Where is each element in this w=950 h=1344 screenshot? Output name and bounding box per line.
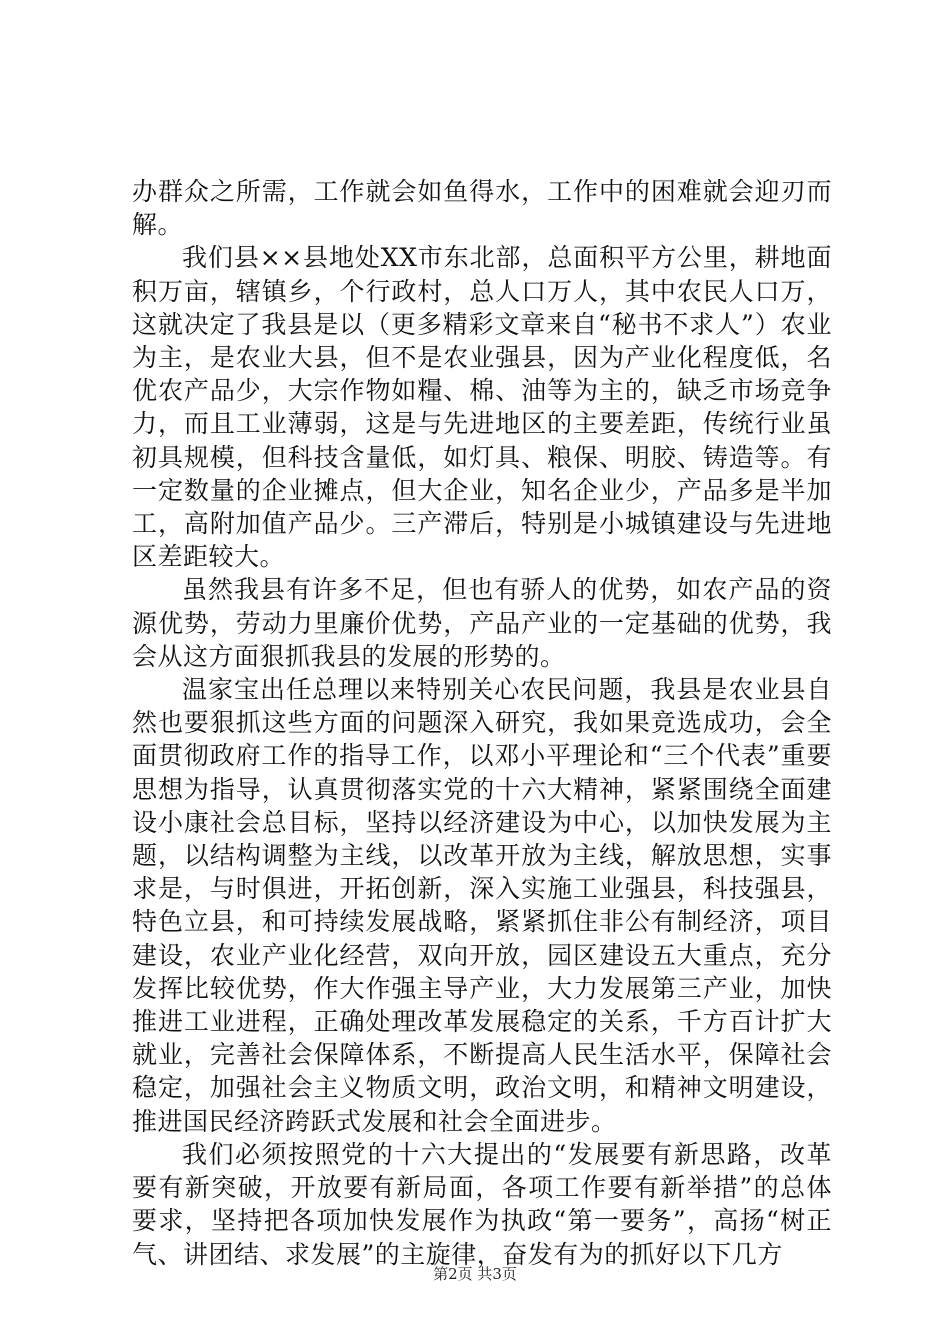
document-body xyxy=(132,175,832,1271)
page-number-footer: 第2页 共3页 xyxy=(433,1265,517,1283)
paragraph: 办群众之所需，工作就会如鱼得水，工作中的困难就会迎刃而解。 xyxy=(132,177,832,240)
paragraph: 我们必须按照党的十六大提出的“发展要有新思路，改革要有新突破，开放要有新局面，各项工作要有新举措”的总体要求，坚持把各项加快发展作为执政“第一要务”，高扬“树正气、讲团结、求发展”的主旋律，奋发有为的抓好以下几方 xyxy=(132,1139,832,1269)
paragraph: 虽然我县有许多不足，但也有骄人的优势，如农产品的资源优势，劳动力里廉价优势，产品产业的一定基础的优势，我会从这方面狠抓我县的发展的形势的。 xyxy=(132,575,832,671)
paragraph: 我们县××县地处XX市东北部，总面积平方公里，耕地面积万亩，辖镇乡，个行政村，总人口万人，其中农民人口万，这就决定了我县是以（更多精彩文章来自“秘书不求人”）农业为主，是农业大县，但不是农业强县，因为产业化程度低，名优农产品少，大宗作物如糧、棉、油等为主的，缺乏市场竞争力，而且工业薄弱，这是与先进地区的主要差距，传统行业虽初具规模，但科技含量低，如灯具、粮保、明胶、铸造等。有一定数量的企业摊点，但大企业，知名企业少，产品多是半加工，高附加值产品少。三产滞后，特别是小城镇建设与先进地区差距较大。 xyxy=(132,243,832,572)
paragraph: 温家宝出任总理以来特别关心农民问题，我县是农业县自然也要狠抓这些方面的问题深入研究，我如果竞选成功，会全面贯彻政府工作的指导工作，以邓小平理论和“三个代表”重要思想为指导，认真贯彻落实党的十六大精神，紧紧围绕全面建设小康社会总目标，坚持以经济建设为中心，以加快发展为主题，以结构调整为主线，以改革开放为主线，解放思想，实事求是，与时俱进，开拓创新，深入实施工业强县，科技强县，特色立县，和可持续发展战略，紧紧抓住非公有制经济，项目建设，农业产业化经营，双向开放，园区建设五大重点，充分发挥比较优势，作大作强主导产业，大力发展第三产业，加快推进工业进程，正确处理改革发展稳定的关系，千方百计扩大就业，完善社会保障体系，不断提高人民生活水平，保障社会稳定，加强社会主义物质文明，政治文明，和精神文明建设，推进国民经济跨跃式发展和社会全面进步。 xyxy=(132,675,832,1136)
